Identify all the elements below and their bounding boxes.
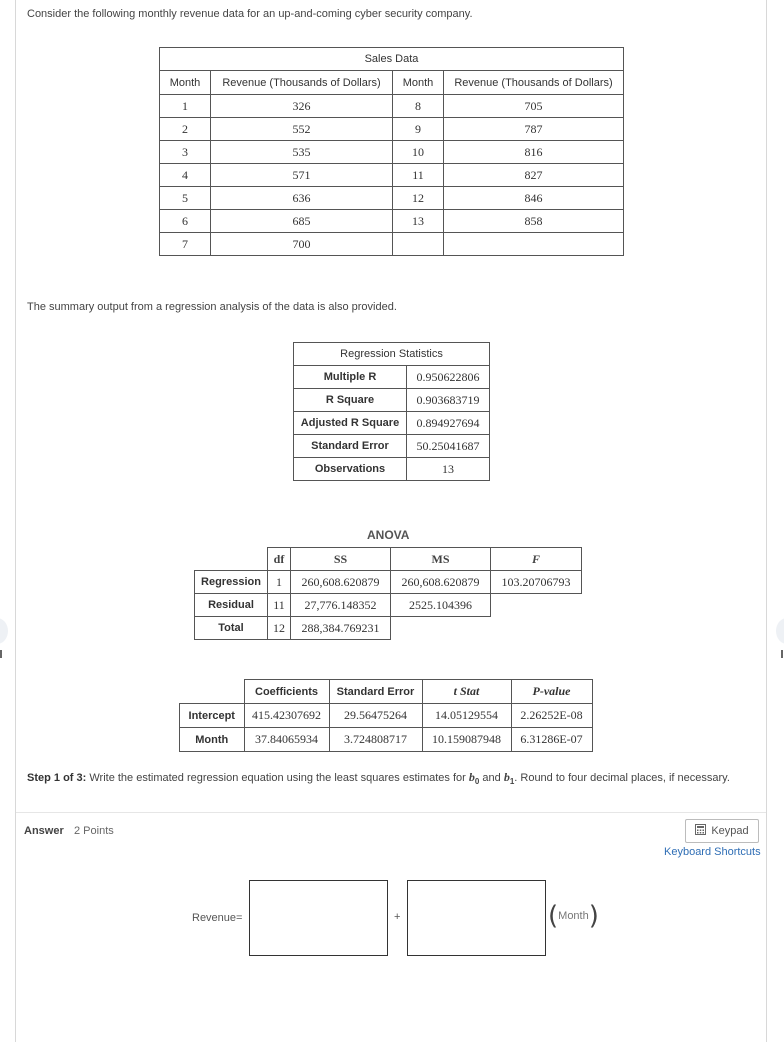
- anova-row-label: Regression: [195, 571, 268, 594]
- intro-text: Consider the following monthly revenue data for an up-and-coming cyber security company.: [27, 8, 473, 20]
- sales-cell: 9: [393, 118, 444, 141]
- anova-empty: [491, 617, 582, 640]
- sales-cell: 13: [393, 210, 444, 233]
- table-row: [160, 95, 624, 118]
- anova-cell: 27,776.148352: [291, 594, 391, 617]
- stat-value: 0.894927694: [407, 412, 490, 435]
- prev-nav-handle[interactable]: [0, 618, 8, 644]
- month-variable-label: Month: [558, 910, 589, 922]
- step-instruction: [27, 770, 730, 786]
- anova-cell: 260,608.620879: [391, 571, 491, 594]
- sales-cell: 11: [393, 164, 444, 187]
- b1-subscript: 1: [509, 777, 515, 787]
- stat-label: Observations: [294, 458, 407, 481]
- sales-cell: [444, 233, 624, 256]
- slope-input[interactable]: [407, 880, 546, 956]
- sales-data-table: [159, 47, 624, 256]
- sales-cell: 2: [160, 118, 211, 141]
- summary-text: The summary output from a regression analysis of the data is also provided.: [27, 301, 397, 313]
- b0-symbol: b: [468, 770, 475, 784]
- stat-value: 13: [407, 458, 490, 481]
- table-row: [195, 617, 582, 640]
- table-row: [160, 164, 624, 187]
- sales-cell: 700: [211, 233, 393, 256]
- sales-header-revenue: Revenue (Thousands of Dollars): [444, 71, 624, 95]
- anova-cell: 11: [268, 594, 291, 617]
- stat-label: Adjusted R Square: [294, 412, 407, 435]
- points-label: 2 Points: [74, 825, 114, 837]
- coef-cell: 6.31286E-07: [511, 728, 592, 752]
- table-row: [160, 187, 624, 210]
- open-paren-icon: (: [548, 901, 559, 931]
- stat-label: Standard Error: [294, 435, 407, 458]
- month-variable: [548, 903, 599, 929]
- sales-cell: 571: [211, 164, 393, 187]
- coef-row-label: Intercept: [180, 704, 245, 728]
- step-and: and: [482, 772, 501, 784]
- section-divider: [16, 812, 766, 813]
- b1-symbol: b: [503, 770, 510, 784]
- next-nav-mark: [781, 650, 783, 658]
- coef-cell: 14.05129554: [422, 704, 511, 728]
- sales-cell: 7: [160, 233, 211, 256]
- anova-header-ms: MS: [391, 548, 491, 571]
- sales-cell: 858: [444, 210, 624, 233]
- stat-value: 0.950622806: [407, 366, 490, 389]
- coef-header-coefficients: Coefficients: [244, 680, 329, 704]
- anova-empty: [491, 594, 582, 617]
- anova-row-label: Total: [195, 617, 268, 640]
- table-row: [160, 141, 624, 164]
- anova-header-ss: SS: [291, 548, 391, 571]
- sales-header-month: Month: [393, 71, 444, 95]
- table-row: [294, 412, 490, 435]
- stat-value: 50.25041687: [407, 435, 490, 458]
- coef-cell: 3.724808717: [329, 728, 422, 752]
- coef-corner: [180, 680, 245, 704]
- coef-cell: 37.84065934: [244, 728, 329, 752]
- sales-cell: 326: [211, 95, 393, 118]
- next-nav-handle[interactable]: [776, 618, 784, 644]
- sales-cell: 685: [211, 210, 393, 233]
- sales-header-month: Month: [160, 71, 211, 95]
- coef-header-t-stat: t Stat: [422, 680, 511, 704]
- coef-header-standard-error: Standard Error: [329, 680, 422, 704]
- table-row: [294, 366, 490, 389]
- table-row: [180, 704, 593, 728]
- coefficients-table: [179, 679, 593, 752]
- sales-cell: 846: [444, 187, 624, 210]
- prev-nav-mark: [0, 650, 2, 658]
- sales-table-title: Sales Data: [160, 48, 624, 71]
- intercept-input[interactable]: [249, 880, 388, 956]
- coef-cell: 29.56475264: [329, 704, 422, 728]
- table-row: [294, 458, 490, 481]
- stat-label: R Square: [294, 389, 407, 412]
- sales-cell: 816: [444, 141, 624, 164]
- sales-cell: 5: [160, 187, 211, 210]
- step-text: Write the estimated regression equation using the least squares estimates for: [89, 772, 466, 784]
- anova-cell: 2525.104396: [391, 594, 491, 617]
- b0-subscript: 0: [474, 777, 480, 787]
- table-row: [160, 118, 624, 141]
- stat-label: Multiple R: [294, 366, 407, 389]
- sales-cell: 705: [444, 95, 624, 118]
- close-paren-icon: ): [588, 901, 599, 931]
- anova-cell: 103.20706793: [491, 571, 582, 594]
- coef-cell: 10.159087948: [422, 728, 511, 752]
- anova-cell: 260,608.620879: [291, 571, 391, 594]
- sales-cell: 535: [211, 141, 393, 164]
- sales-cell: 12: [393, 187, 444, 210]
- anova-cell: 288,384.769231: [291, 617, 391, 640]
- coef-header-p-value: P-value: [511, 680, 592, 704]
- table-row: [294, 435, 490, 458]
- regression-statistics-table: [293, 342, 490, 481]
- answer-label: Answer: [24, 825, 64, 837]
- table-row: [160, 233, 624, 256]
- sales-cell: 1: [160, 95, 211, 118]
- coef-cell: 2.26252E-08: [511, 704, 592, 728]
- anova-cell: 1: [268, 571, 291, 594]
- equation-lhs: Revenue=: [192, 912, 243, 924]
- sales-cell: 827: [444, 164, 624, 187]
- stat-value: 0.903683719: [407, 389, 490, 412]
- anova-table: [194, 547, 582, 640]
- anova-header-f: F: [491, 548, 582, 571]
- anova-cell: 12: [268, 617, 291, 640]
- anova-title: ANOVA: [367, 528, 410, 542]
- sales-cell: 8: [393, 95, 444, 118]
- step-label: Step 1 of 3:: [27, 772, 87, 784]
- sales-cell: 3: [160, 141, 211, 164]
- anova-header-df: df: [268, 548, 291, 571]
- sales-cell: 636: [211, 187, 393, 210]
- plus-sign: +: [394, 911, 401, 923]
- regression-statistics-title: Regression Statistics: [294, 343, 490, 366]
- sales-cell: 787: [444, 118, 624, 141]
- coef-row-label: Month: [180, 728, 245, 752]
- sales-cell: 10: [393, 141, 444, 164]
- sales-cell: 6: [160, 210, 211, 233]
- coef-cell: 415.42307692: [244, 704, 329, 728]
- anova-corner: [195, 548, 268, 571]
- table-row: [160, 210, 624, 233]
- sales-cell: [393, 233, 444, 256]
- step-text-after: . Round to four decimal places, if necessary.: [514, 772, 730, 784]
- keypad-label: Keypad: [711, 825, 749, 837]
- table-row: [195, 571, 582, 594]
- sales-cell: 4: [160, 164, 211, 187]
- calculator-icon: [695, 824, 706, 838]
- keypad-button[interactable]: [685, 819, 759, 843]
- table-row: [195, 594, 582, 617]
- sales-cell: 552: [211, 118, 393, 141]
- anova-empty: [391, 617, 491, 640]
- anova-row-label: Residual: [195, 594, 268, 617]
- sales-header-revenue: Revenue (Thousands of Dollars): [211, 71, 393, 95]
- table-row: [294, 389, 490, 412]
- table-row: [180, 728, 593, 752]
- keyboard-shortcuts-link[interactable]: Keyboard Shortcuts: [664, 846, 761, 858]
